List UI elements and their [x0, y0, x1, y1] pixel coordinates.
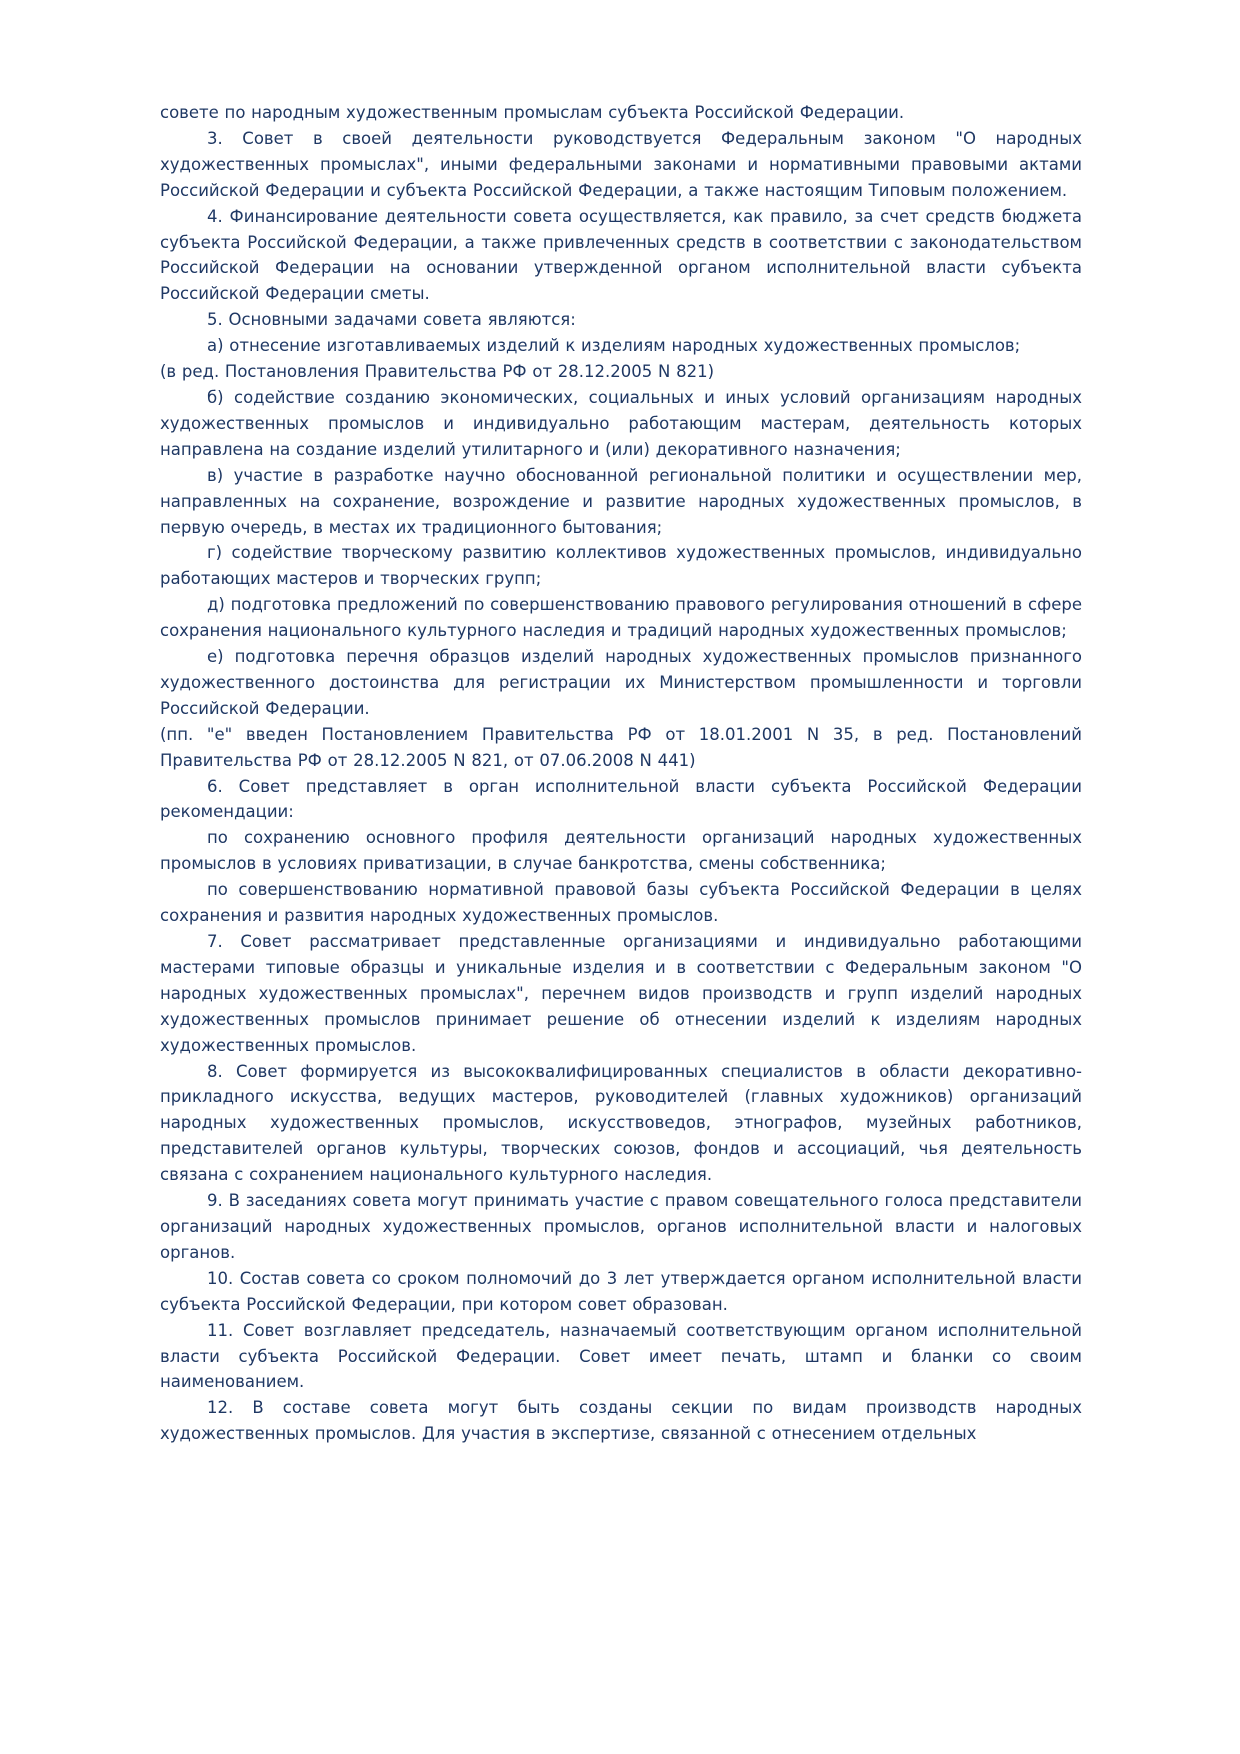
paragraph: 6. Совет представляет в орган исполнительной власти субъекта Российской Федерации рекомендации: [160, 776, 1082, 822]
paragraph: д) подготовка предложений по совершенствованию правового регулирования отношений в сфере сохранения национального культурного наследия и традиций народных художественных промыслов; [160, 595, 1082, 641]
paragraph: совете по народным художественным промыслам субъекта Российской Федерации. [160, 103, 905, 122]
paragraph: 8. Совет формируется из высококвалифицированных специалистов в области декоративно-прикладного искусства, ведущих мастеров, руководителей (главных художников) организаций народных художественных промыслов, искусствоведов, этнографов, музейных работников, представителей органов культуры, творческих союзов, фондов и ассоциаций, чья деятельность связана с сохранением национального культурного наследия. [160, 1061, 1082, 1185]
paragraph: 5. Основными задачами совета являются: [207, 310, 576, 330]
paragraph: 7. Совет рассматривает представленные организациями и индивидуально работающими мастерами типовые образцы и уникальные изделия и в соответствии с Федеральным законом "О народных художественных промыслах", перечнем видов производств и групп изделий народных художественных промыслов принимает решение об отнесении изделий к изделиям народных художественных промыслов. [160, 932, 1082, 1055]
paragraph: г) содействие творческому развитию коллективов художественных промыслов, индивидуально работающих мастеров и творческих групп; [160, 543, 1082, 589]
paragraph: (пп. "е" введен Постановлением Правительства РФ от 18.01.2001 N 35, в ред. Постановлений Правительства РФ от 28.12.2005 N 821, от 07.06.2008 N 441) [160, 724, 1082, 770]
paragraph: в) участие в разработке научно обоснованной региональной политики и осуществлении мер, направленных на сохранение, возрождение и развитие народных художественных промыслов, в первую очередь, в местах их традиционного бытования; [160, 465, 1082, 537]
paragraph: 10. Состав совета со сроком полномочий до 3 лет утверждается органом исполнительной власти субъекта Российской Федерации, при котором совет образован. [160, 1268, 1082, 1314]
paragraph: 4. Финансирование деятельности совета осуществляется, как правило, за счет средств бюджета субъекта Российской Федерации, а также привлеченных средств в соответствии с законодательством Российской Федерации на основании утвержденной органом исполнительной власти субъекта Российской Федерации сметы. [160, 206, 1082, 304]
paragraph: по совершенствованию нормативной правовой базы субъекта Российской Федерации в целях сохранения и развития народных художественных промыслов. [160, 880, 1082, 926]
document-text-body [160, 100, 1082, 1447]
paragraph: 3. Совет в своей деятельности руководствуется Федеральным законом "О народных художественных промыслах", иными федеральными законами и нормативными правовыми актами Российской Федерации и субъекта Российской Федерации, а также настоящим Типовым положением. [160, 128, 1082, 200]
paragraph: (в ред. Постановления Правительства РФ от 28.12.2005 N 821) [160, 362, 715, 382]
paragraph: а) отнесение изготавливаемых изделий к изделиям народных художественных промыслов; [207, 336, 1021, 356]
paragraph: б) содействие созданию экономических, социальных и иных условий организациям народных художественных промыслов и индивидуально работающим мастерам, деятельность которых направлена на создание изделий утилитарного и (или) декоративного назначения; [160, 387, 1082, 459]
paragraph: 12. В составе совета могут быть созданы секции по видам производств народных художественных промыслов. Для участия в экспертизе, связанной с отнесением отдельных [160, 1398, 1082, 1444]
paragraph: е) подготовка перечня образцов изделий народных художественных промыслов признанного художественного достоинства для регистрации их Министерством промышленности и торговли Российской Федерации. [160, 647, 1082, 718]
paragraph: по сохранению основного профиля деятельности организаций народных художественных промыслов в условиях приватизации, в случае банкротства, смены собственника; [160, 828, 1082, 874]
paragraph: 9. В заседаниях совета могут принимать участие с правом совещательного голоса представители организаций народных художественных промыслов, органов исполнительной власти и налоговых органов. [160, 1191, 1082, 1262]
paragraph: 11. Совет возглавляет председатель, назначаемый соответствующим органом исполнительной власти субъекта Российской Федерации. Совет имеет печать, штамп и бланки со своим наименованием. [160, 1320, 1082, 1392]
